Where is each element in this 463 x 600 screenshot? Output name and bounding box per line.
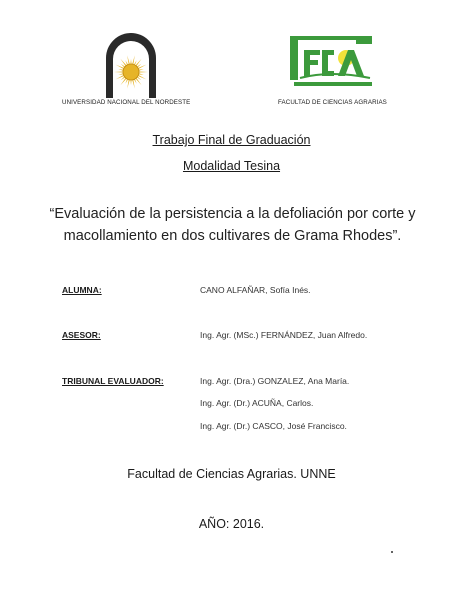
fca-logo xyxy=(286,30,376,90)
sun-ray xyxy=(114,71,123,72)
tribunal-label: TRIBUNAL EVALUADOR: xyxy=(62,376,164,386)
sun-ray xyxy=(139,71,148,72)
sun-ray xyxy=(132,80,135,89)
page-mark xyxy=(391,551,393,553)
sun-ray xyxy=(136,59,142,66)
sun-ray xyxy=(120,78,126,85)
tribunal-member-3: Ing. Agr. (Dr.) CASCO, José Francisco. xyxy=(200,421,347,431)
tribunal-member-1: Ing. Agr. (Dra.) GONZALEZ, Ana María. xyxy=(200,376,350,386)
modality xyxy=(0,159,463,173)
sun-ray xyxy=(139,73,144,75)
university-name: UNIVERSIDAD NACIONAL DEL NORDESTE xyxy=(62,99,191,106)
asesor-label: ASESOR: xyxy=(62,330,101,340)
unne-logo xyxy=(96,28,166,98)
document-type xyxy=(0,133,463,147)
sun-ray xyxy=(130,80,131,85)
alumna-label: ALUMNA: xyxy=(62,285,102,295)
sun-ray xyxy=(136,78,142,85)
faculty-footer: Facultad de Ciencias Agrarias. UNNE xyxy=(127,467,336,481)
document-type-text: Trabajo Final de Graduación xyxy=(152,133,311,147)
sun-ray xyxy=(127,80,130,89)
sun-ray xyxy=(127,55,130,64)
alumna-value: CANO ALFAÑAR, Sofía Inés. xyxy=(200,285,311,295)
tribunal-member-2: Ing. Agr. (Dr.) ACUÑA, Carlos. xyxy=(200,398,314,408)
year: AÑO: 2016. xyxy=(198,517,265,531)
thesis-title xyxy=(40,203,425,247)
sun-ray xyxy=(118,69,123,71)
sun-ray xyxy=(130,59,131,64)
sun-ray xyxy=(120,59,126,66)
sun-ray xyxy=(139,69,144,71)
sun-ray xyxy=(132,55,135,64)
thesis-title-line-2: macollamiento en dos cultivares de Grama Rhodes”. xyxy=(63,228,402,244)
asesor-value: Ing. Agr. (MSc.) FERNÁNDEZ, Juan Alfredo. xyxy=(200,330,368,340)
sun-ray xyxy=(118,73,123,75)
faculty-name: FACULTAD DE CIENCIAS AGRARIAS xyxy=(278,99,387,106)
modality-text: Modalidad Tesina xyxy=(182,159,281,173)
thesis-title-line-1: “Evaluación de la persistencia a la defoliación por corte y xyxy=(49,206,416,222)
